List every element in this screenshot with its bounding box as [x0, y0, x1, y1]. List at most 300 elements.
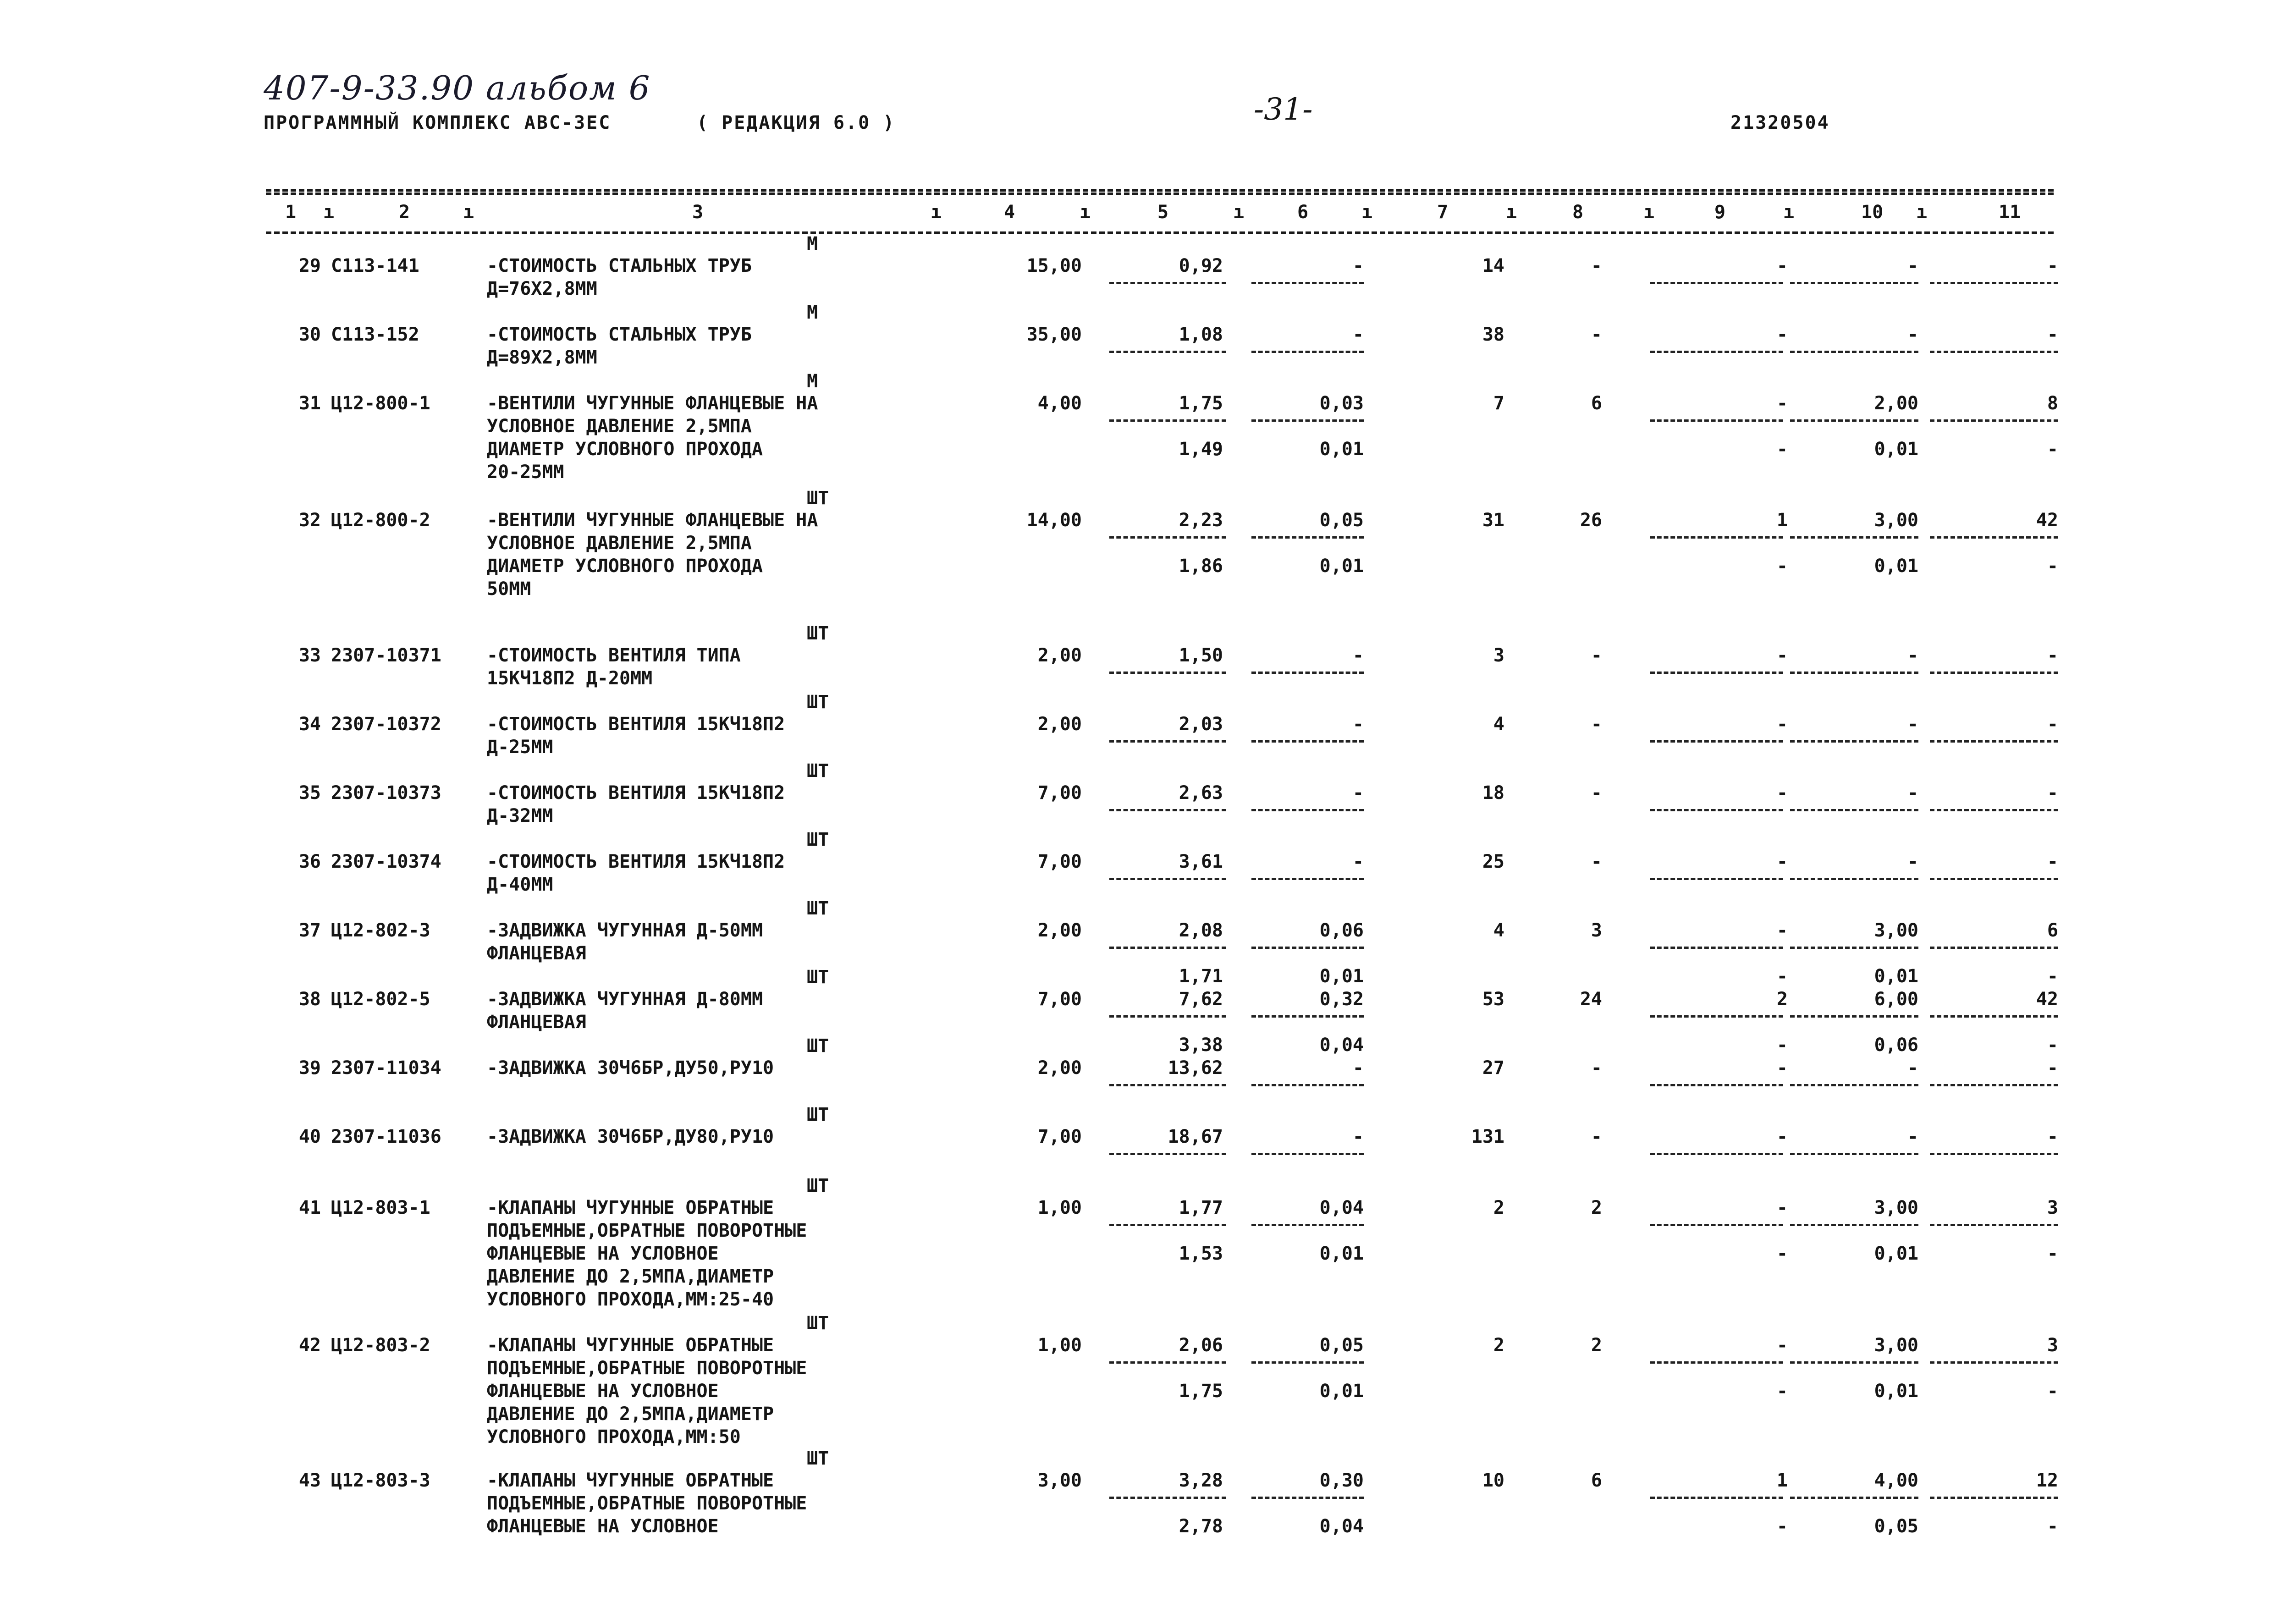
work-description: УСЛОВНОЕ ДАВЛЕНИЕ 2,5МПА — [487, 416, 752, 437]
c10-value: 0,01 — [1874, 1381, 1918, 1402]
quantity-value: 3,00 — [1037, 1470, 1082, 1491]
quantity-value: 4,00 — [1037, 393, 1082, 414]
col8-value: 6 — [1591, 1470, 1602, 1491]
work-description: -ВЕНТИЛИ ЧУГУННЫЕ ФЛАНЦЕВЫЕ НА — [487, 510, 818, 531]
c5-value: 1,86 — [1179, 556, 1223, 577]
c5-value: 2,06 — [1179, 1335, 1223, 1356]
column-separator: ı — [1080, 202, 1091, 223]
c5-value: 0,92 — [1179, 255, 1223, 276]
c10-value: 3,00 — [1874, 1197, 1918, 1218]
row-number: 37 — [298, 920, 321, 941]
table-top-rule-inner — [266, 193, 2054, 195]
c11-value: 8 — [2047, 393, 2058, 414]
page-number: -31- — [1254, 92, 1313, 127]
column-header-7: 7 — [1437, 202, 1449, 223]
col8-value: - — [1591, 324, 1602, 345]
quantity-value: 7,00 — [1037, 989, 1082, 1010]
value-underline — [1251, 282, 1364, 284]
col8-value: - — [1591, 782, 1602, 804]
c6-value: 0,05 — [1319, 1335, 1364, 1356]
value-underline — [1650, 740, 1783, 743]
column-separator: ı — [931, 202, 942, 223]
value-underline — [1790, 1015, 1918, 1018]
value-underline — [1251, 1153, 1364, 1155]
c11-value: 12 — [2036, 1470, 2058, 1491]
c10-value: - — [1907, 1057, 1918, 1079]
quantity-value: 7,00 — [1037, 782, 1082, 804]
work-description: -КЛАПАНЫ ЧУГУННЫЕ ОБРАТНЫЕ — [487, 1197, 774, 1218]
unit-of-measure: М — [807, 233, 818, 254]
work-description: -ВЕНТИЛИ ЧУГУННЫЕ ФЛАНЦЕВЫЕ НА — [487, 393, 818, 414]
col8-value: 2 — [1591, 1197, 1602, 1218]
value-underline — [1790, 1361, 1918, 1364]
value-underline — [1790, 282, 1918, 284]
c11-value: - — [2047, 255, 2058, 276]
work-description: -КЛАПАНЫ ЧУГУННЫЕ ОБРАТНЫЕ — [487, 1470, 774, 1491]
value-underline — [1109, 740, 1226, 743]
c6-value: - — [1352, 782, 1364, 804]
work-description: -ЗАДВИЖКА 30Ч6БР,ДУ50,РУ10 — [487, 1057, 774, 1079]
c9-value: - — [1776, 851, 1788, 872]
row-number: 39 — [298, 1057, 321, 1079]
value-underline — [1109, 351, 1226, 353]
c11-value: 42 — [2036, 989, 2058, 1010]
value-underline — [1790, 1153, 1918, 1155]
c10-value: 0,01 — [1874, 556, 1918, 577]
c6-value: - — [1352, 255, 1364, 276]
row-number: 40 — [298, 1126, 321, 1147]
c10-value: 0,06 — [1874, 1035, 1918, 1056]
column-separator: ı — [1233, 202, 1245, 223]
c10-value: 4,00 — [1874, 1470, 1918, 1491]
c11-value: 42 — [2036, 510, 2058, 531]
value-underline — [1930, 878, 2058, 880]
c10-value: 3,00 — [1874, 920, 1918, 941]
value-underline — [1650, 878, 1783, 880]
c5-value: 1,49 — [1179, 439, 1223, 460]
value-underline — [1251, 809, 1364, 811]
work-description: ФЛАНЦЕВАЯ — [487, 943, 586, 964]
c10-value: - — [1907, 324, 1918, 345]
work-description: ПОДЪЕМНЫЕ,ОБРАТНЫЕ ПОВОРОТНЫЕ — [487, 1220, 807, 1241]
col8-value: 3 — [1591, 920, 1602, 941]
c9-value: - — [1776, 782, 1788, 804]
col7-value: 4 — [1493, 714, 1504, 735]
work-description: Д-32ММ — [487, 805, 553, 826]
c6-value: - — [1352, 645, 1364, 666]
col7-value: 10 — [1482, 1470, 1504, 1491]
c9-value: - — [1776, 1057, 1788, 1079]
column-header-6: 6 — [1297, 202, 1309, 223]
c5-value: 2,78 — [1179, 1516, 1223, 1537]
work-description: 20-25ММ — [487, 462, 564, 483]
work-description: УСЛОВНОГО ПРОХОДА,ММ:25-40 — [487, 1289, 774, 1310]
c6-value: - — [1352, 1126, 1364, 1147]
c9-value: - — [1776, 393, 1788, 414]
c5-value: 1,75 — [1179, 1381, 1223, 1402]
value-underline — [1251, 1361, 1364, 1364]
value-underline — [1790, 536, 1918, 539]
quantity-value: 2,00 — [1037, 645, 1082, 666]
col7-value: 53 — [1482, 989, 1504, 1010]
rate-code: 2307-10371 — [331, 645, 441, 666]
c9-value: - — [1776, 1381, 1788, 1402]
row-number: 33 — [298, 645, 321, 666]
col7-value: 25 — [1482, 851, 1504, 872]
table-top-rule — [266, 189, 2054, 192]
c11-value: - — [2047, 1516, 2058, 1537]
c5-value: 18,67 — [1168, 1126, 1223, 1147]
value-underline — [1930, 419, 2058, 422]
value-underline — [1930, 740, 2058, 743]
value-underline — [1251, 740, 1364, 743]
c6-value: 0,04 — [1319, 1197, 1364, 1218]
column-header-5: 5 — [1157, 202, 1169, 223]
work-description: -СТОИМОСТЬ ВЕНТИЛЯ 15КЧ18П2 — [487, 714, 785, 735]
work-description: УСЛОВНОЕ ДАВЛЕНИЕ 2,5МПА — [487, 533, 752, 554]
column-header-4: 4 — [1004, 202, 1015, 223]
c10-value: - — [1907, 255, 1918, 276]
unit-of-measure: ШТ — [807, 898, 829, 919]
work-description: -ЗАДВИЖКА ЧУГУННАЯ Д-50ММ — [487, 920, 763, 941]
work-description: ПОДЪЕМНЫЕ,ОБРАТНЫЕ ПОВОРОТНЫЕ — [487, 1493, 807, 1514]
unit-of-measure: ШТ — [807, 1035, 829, 1057]
c6-value: 0,01 — [1319, 966, 1364, 987]
c9-value: - — [1776, 439, 1788, 460]
unit-of-measure: ШТ — [807, 1313, 829, 1334]
work-description: -СТОИМОСТЬ СТАЛЬНЫХ ТРУБ — [487, 255, 752, 276]
c10-value: 3,00 — [1874, 510, 1918, 531]
c11-value: - — [2047, 1035, 2058, 1056]
value-underline — [1930, 1084, 2058, 1086]
value-underline — [1930, 1224, 2058, 1226]
col7-value: 3 — [1493, 645, 1504, 666]
rate-code: 2307-10373 — [331, 782, 441, 804]
value-underline — [1251, 419, 1364, 422]
work-description: -КЛАПАНЫ ЧУГУННЫЕ ОБРАТНЫЕ — [487, 1335, 774, 1356]
column-separator: ı — [1506, 202, 1517, 223]
column-header-3: 3 — [692, 202, 704, 223]
value-underline — [1109, 1153, 1226, 1155]
col8-value: - — [1591, 1126, 1602, 1147]
value-underline — [1790, 1224, 1918, 1226]
column-header-11: 11 — [1999, 202, 2021, 223]
value-underline — [1650, 672, 1783, 674]
value-underline — [1790, 878, 1918, 880]
unit-of-measure: ШТ — [807, 1104, 829, 1125]
rate-code: Ц12-803-1 — [331, 1197, 430, 1218]
c5-value: 2,23 — [1179, 510, 1223, 531]
c5-value: 13,62 — [1168, 1057, 1223, 1079]
work-description: -СТОИМОСТЬ СТАЛЬНЫХ ТРУБ — [487, 324, 752, 345]
col7-value: 27 — [1482, 1057, 1504, 1079]
col8-value: - — [1591, 645, 1602, 666]
rate-code: Ц12-800-1 — [331, 393, 430, 414]
c9-value: 1 — [1776, 1470, 1788, 1491]
col7-value: 4 — [1493, 920, 1504, 941]
column-header-1: 1 — [285, 202, 297, 223]
c6-value: 0,01 — [1319, 556, 1364, 577]
c10-value: 3,00 — [1874, 1335, 1918, 1356]
c11-value: - — [2047, 782, 2058, 804]
work-description: ФЛАНЦЕВЫЕ НА УСЛОВНОЕ — [487, 1243, 719, 1264]
work-description: ДАВЛЕНИЕ ДО 2,5МПА,ДИАМЕТР — [487, 1404, 774, 1425]
value-underline — [1930, 1015, 2058, 1018]
value-underline — [1109, 672, 1226, 674]
value-underline — [1109, 1084, 1226, 1086]
value-underline — [1109, 1361, 1226, 1364]
value-underline — [1109, 536, 1226, 539]
work-description: ДИАМЕТР УСЛОВНОГО ПРОХОДА — [487, 556, 763, 577]
value-underline — [1109, 809, 1226, 811]
c5-value: 1,75 — [1179, 393, 1223, 414]
row-number: 34 — [298, 714, 321, 735]
col7-value: 14 — [1482, 255, 1504, 276]
value-underline — [1650, 536, 1783, 539]
work-description: УСЛОВНОГО ПРОХОДА,ММ:50 — [487, 1426, 741, 1448]
value-underline — [1251, 672, 1364, 674]
work-description: -СТОИМОСТЬ ВЕНТИЛЯ 15КЧ18П2 — [487, 851, 785, 872]
value-underline — [1650, 1361, 1783, 1364]
c5-value: 7,62 — [1179, 989, 1223, 1010]
rate-code: 2307-10372 — [331, 714, 441, 735]
c11-value: - — [2047, 714, 2058, 735]
work-description: -СТОИМОСТЬ ВЕНТИЛЯ ТИПА — [487, 645, 741, 666]
c10-value: 0,01 — [1874, 1243, 1918, 1264]
c6-value: - — [1352, 1057, 1364, 1079]
rate-code: Ц12-803-3 — [331, 1470, 430, 1491]
value-underline — [1251, 1015, 1364, 1018]
value-underline — [1790, 672, 1918, 674]
value-underline — [1650, 809, 1783, 811]
c6-value: 0,03 — [1319, 393, 1364, 414]
value-underline — [1930, 1361, 2058, 1364]
c5-value: 1,08 — [1179, 324, 1223, 345]
column-separator: ı — [1361, 202, 1373, 223]
c11-value: 3 — [2047, 1335, 2058, 1356]
c6-value: 0,04 — [1319, 1035, 1364, 1056]
c11-value: - — [2047, 556, 2058, 577]
column-separator: ı — [1643, 202, 1655, 223]
c9-value: - — [1776, 920, 1788, 941]
value-underline — [1930, 947, 2058, 949]
col8-value: 24 — [1580, 989, 1602, 1010]
col7-value: 18 — [1482, 782, 1504, 804]
value-underline — [1109, 878, 1226, 880]
column-separator: ı — [1916, 202, 1928, 223]
work-description: Д-25ММ — [487, 737, 553, 758]
column-separator: ı — [323, 202, 335, 223]
value-underline — [1251, 1224, 1364, 1226]
row-number: 30 — [298, 324, 321, 345]
value-underline — [1109, 419, 1226, 422]
quantity-value: 1,00 — [1037, 1335, 1082, 1356]
quantity-value: 2,00 — [1037, 1057, 1082, 1079]
quantity-value: 1,00 — [1037, 1197, 1082, 1218]
col8-value: 26 — [1580, 510, 1602, 531]
c10-value: 6,00 — [1874, 989, 1918, 1010]
c11-value: - — [2047, 645, 2058, 666]
work-description: 15КЧ18П2 Д-20ММ — [487, 668, 653, 689]
c5-value: 2,63 — [1179, 782, 1223, 804]
c10-value: - — [1907, 1126, 1918, 1147]
c6-value: - — [1352, 324, 1364, 345]
unit-of-measure: ШТ — [807, 967, 829, 988]
col8-value: - — [1591, 255, 1602, 276]
row-number: 29 — [298, 255, 321, 276]
c11-value: - — [2047, 1243, 2058, 1264]
c6-value: 0,06 — [1319, 920, 1364, 941]
c5-value: 1,77 — [1179, 1197, 1223, 1218]
c9-value: - — [1776, 324, 1788, 345]
unit-of-measure: ШТ — [807, 829, 829, 850]
quantity-value: 7,00 — [1037, 1126, 1082, 1147]
value-underline — [1650, 1224, 1783, 1226]
value-underline — [1251, 947, 1364, 949]
col7-value: 131 — [1471, 1126, 1504, 1147]
value-underline — [1109, 947, 1226, 949]
c9-value: 2 — [1776, 989, 1788, 1010]
value-underline — [1251, 1084, 1364, 1086]
c9-value: - — [1776, 1035, 1788, 1056]
work-description: Д-40ММ — [487, 874, 553, 895]
value-underline — [1251, 1497, 1364, 1499]
unit-of-measure: ШТ — [807, 692, 829, 713]
value-underline — [1650, 1015, 1783, 1018]
c9-value: 1 — [1776, 510, 1788, 531]
work-description: ФЛАНЦЕВЫЕ НА УСЛОВНОЕ — [487, 1516, 719, 1537]
c9-value: - — [1776, 645, 1788, 666]
value-underline — [1790, 419, 1918, 422]
c11-value: - — [2047, 1381, 2058, 1402]
work-description: -ЗАДВИЖКА 30Ч6БР,ДУ80,РУ10 — [487, 1126, 774, 1147]
unit-of-measure: ШТ — [807, 1175, 829, 1196]
c5-value: 3,38 — [1179, 1035, 1223, 1056]
col7-value: 7 — [1493, 393, 1504, 414]
value-underline — [1251, 536, 1364, 539]
c9-value: - — [1776, 1197, 1788, 1218]
row-number: 41 — [298, 1197, 321, 1218]
column-header-9: 9 — [1714, 202, 1726, 223]
c5-value: 3,61 — [1179, 851, 1223, 872]
c9-value: - — [1776, 966, 1788, 987]
unit-of-measure: М — [807, 371, 818, 392]
c10-value: 0,01 — [1874, 966, 1918, 987]
c6-value: 0,05 — [1319, 510, 1364, 531]
c10-value: - — [1907, 645, 1918, 666]
value-underline — [1650, 1084, 1783, 1086]
column-header-8: 8 — [1572, 202, 1584, 223]
work-description: ПОДЪЕМНЫЕ,ОБРАТНЫЕ ПОВОРОТНЫЕ — [487, 1358, 807, 1379]
col8-value: - — [1591, 851, 1602, 872]
work-description: -СТОИМОСТЬ ВЕНТИЛЯ 15КЧ18П2 — [487, 782, 785, 804]
edition-label: ( РЕДАКЦИЯ 6.0 ) — [697, 112, 896, 133]
quantity-value: 14,00 — [1026, 510, 1082, 531]
c11-value: - — [2047, 324, 2058, 345]
value-underline — [1790, 947, 1918, 949]
col7-value: 2 — [1493, 1197, 1504, 1218]
rate-code: 2307-11036 — [331, 1126, 441, 1147]
rate-code: С113-141 — [331, 255, 419, 276]
row-number: 31 — [298, 393, 321, 414]
col7-value: 31 — [1482, 510, 1504, 531]
unit-of-measure: ШТ — [807, 1448, 829, 1469]
quantity-value: 15,00 — [1026, 255, 1082, 276]
header-bottom-rule — [266, 231, 2054, 234]
value-underline — [1930, 672, 2058, 674]
work-description: ДИАМЕТР УСЛОВНОГО ПРОХОДА — [487, 439, 763, 460]
quantity-value: 2,00 — [1037, 714, 1082, 735]
value-underline — [1109, 1224, 1226, 1226]
c6-value: 0,01 — [1319, 1381, 1364, 1402]
c10-value: 0,05 — [1874, 1516, 1918, 1537]
quantity-value: 2,00 — [1037, 920, 1082, 941]
col7-value: 2 — [1493, 1335, 1504, 1356]
c10-value: - — [1907, 714, 1918, 735]
work-description: 50ММ — [487, 578, 531, 600]
c5-value: 2,03 — [1179, 714, 1223, 735]
value-underline — [1251, 878, 1364, 880]
unit-of-measure: ШТ — [807, 623, 829, 644]
value-underline — [1650, 282, 1783, 284]
c9-value: - — [1776, 1516, 1788, 1537]
value-underline — [1790, 809, 1918, 811]
value-underline — [1650, 1497, 1783, 1499]
value-underline — [1930, 1497, 2058, 1499]
c11-value: - — [2047, 966, 2058, 987]
row-number: 35 — [298, 782, 321, 804]
c6-value: 0,30 — [1319, 1470, 1364, 1491]
rate-code: 2307-10374 — [331, 851, 441, 872]
value-underline — [1790, 351, 1918, 353]
c10-value: - — [1907, 851, 1918, 872]
col7-value: 38 — [1482, 324, 1504, 345]
rate-code: Ц12-803-2 — [331, 1335, 430, 1356]
c6-value: 0,01 — [1319, 1243, 1364, 1264]
c11-value: - — [2047, 439, 2058, 460]
rate-code: Ц12-802-5 — [331, 989, 430, 1010]
rate-code: Ц12-800-2 — [331, 510, 430, 531]
work-description: ДАВЛЕНИЕ ДО 2,5МПА,ДИАМЕТР — [487, 1266, 774, 1287]
c5-value: 1,71 — [1179, 966, 1223, 987]
c11-value: - — [2047, 1126, 2058, 1147]
value-underline — [1109, 1015, 1226, 1018]
c5-value: 2,08 — [1179, 920, 1223, 941]
work-description: ФЛАНЦЕВЫЕ НА УСЛОВНОЕ — [487, 1381, 719, 1402]
row-number: 32 — [298, 510, 321, 531]
row-number: 43 — [298, 1470, 321, 1491]
c5-value: 3,28 — [1179, 1470, 1223, 1491]
column-separator: ı — [463, 202, 474, 223]
value-underline — [1930, 282, 2058, 284]
c11-value: - — [2047, 851, 2058, 872]
c9-value: - — [1776, 714, 1788, 735]
col8-value: - — [1591, 714, 1602, 735]
c11-value: - — [2047, 1057, 2058, 1079]
unit-of-measure: М — [807, 302, 818, 323]
column-header-10: 10 — [1861, 202, 1884, 223]
value-underline — [1650, 351, 1783, 353]
c9-value: - — [1776, 1335, 1788, 1356]
c9-value: - — [1776, 1243, 1788, 1264]
rate-code: Ц12-802-3 — [331, 920, 430, 941]
value-underline — [1930, 536, 2058, 539]
c6-value: 0,01 — [1319, 439, 1364, 460]
c5-value: 1,53 — [1179, 1243, 1223, 1264]
c6-value: - — [1352, 714, 1364, 735]
value-underline — [1109, 1497, 1226, 1499]
col8-value: 6 — [1591, 393, 1602, 414]
